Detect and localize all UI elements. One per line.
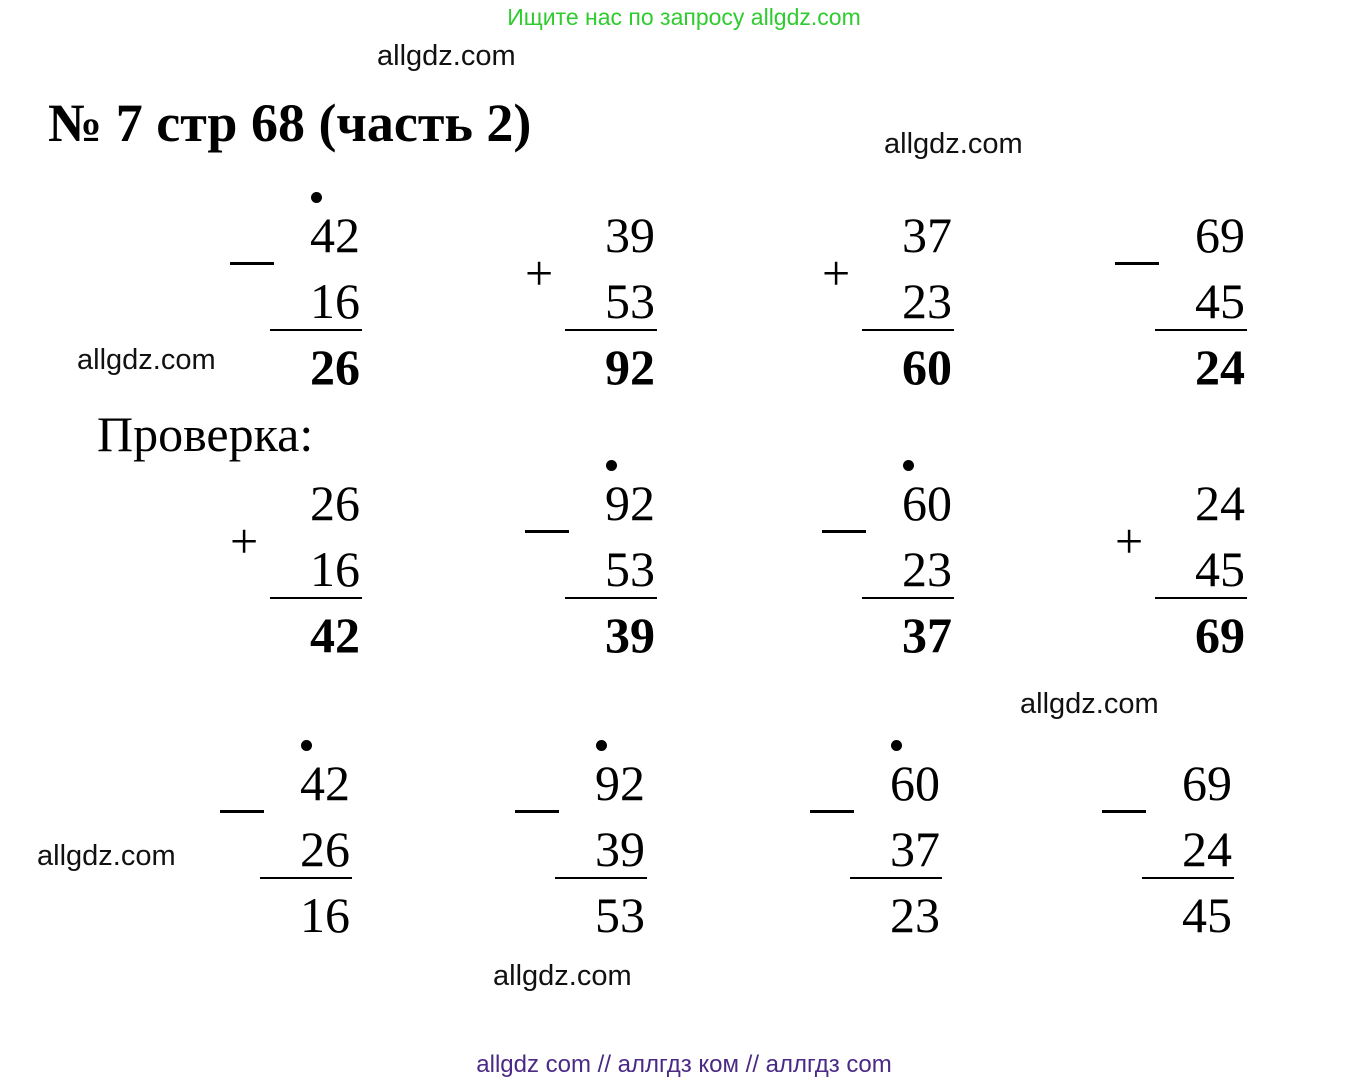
column-operation — [220, 746, 350, 946]
operand-a: 92 — [595, 755, 645, 811]
result: 26 — [310, 339, 360, 395]
plus-sign: + — [525, 245, 554, 301]
minus-sign — [220, 810, 264, 813]
operand-b: 26 — [300, 821, 350, 877]
column-operation — [525, 198, 655, 398]
operand-a: 42 — [310, 207, 360, 263]
sum-line — [1155, 597, 1247, 599]
operand-a: 60 — [890, 755, 940, 811]
column-operation — [822, 198, 952, 398]
operand-b: 23 — [902, 541, 952, 597]
top-banner: Ищите нас по запросу allgdz.com — [507, 4, 861, 30]
result: 16 — [300, 887, 350, 943]
sum-line — [565, 597, 657, 599]
watermark-text: allgdz.com — [493, 960, 632, 992]
result: 92 — [605, 339, 655, 395]
watermark-text: allgdz.com — [884, 128, 1023, 160]
operand-b: 45 — [1195, 541, 1245, 597]
operand-b: 24 — [1182, 821, 1232, 877]
result: 53 — [595, 887, 645, 943]
plus-sign: + — [1115, 513, 1144, 569]
watermark-text: allgdz.com — [37, 840, 176, 872]
sum-line — [270, 597, 362, 599]
column-operation — [515, 746, 645, 946]
sum-line — [260, 877, 352, 879]
result: 69 — [1195, 607, 1245, 663]
operand-b: 16 — [310, 273, 360, 329]
column-operation — [230, 198, 360, 398]
page-title: № 7 стр 68 (часть 2) — [48, 93, 532, 153]
operand-b: 53 — [605, 541, 655, 597]
result: 23 — [890, 887, 940, 943]
minus-sign — [1115, 262, 1159, 265]
check-label: Проверка: — [97, 406, 314, 462]
sum-line — [555, 877, 647, 879]
minus-sign — [515, 810, 559, 813]
operand-b: 53 — [605, 273, 655, 329]
sum-line — [1142, 877, 1234, 879]
minus-sign — [230, 262, 274, 265]
operand-b: 23 — [902, 273, 952, 329]
watermark-text: allgdz.com — [1020, 688, 1159, 720]
column-operation — [810, 746, 940, 946]
plus-sign: + — [822, 245, 851, 301]
sum-line — [1155, 329, 1247, 331]
sum-line — [850, 877, 942, 879]
operand-a: 69 — [1195, 207, 1245, 263]
column-operation — [230, 466, 360, 666]
plus-sign: + — [230, 513, 259, 569]
column-operation — [1115, 198, 1245, 398]
operand-b: 39 — [595, 821, 645, 877]
operand-b: 45 — [1195, 273, 1245, 329]
column-operation — [822, 466, 952, 666]
result: 24 — [1195, 339, 1245, 395]
operand-a: 69 — [1182, 755, 1232, 811]
result: 42 — [310, 607, 360, 663]
operand-a: 42 — [300, 755, 350, 811]
watermark-text: allgdz.com — [77, 344, 216, 376]
sum-line — [565, 329, 657, 331]
borrow-dot — [301, 740, 312, 751]
result: 45 — [1182, 887, 1232, 943]
operand-b: 37 — [890, 821, 940, 877]
operand-a: 60 — [902, 475, 952, 531]
borrow-dot — [891, 740, 902, 751]
column-operation — [525, 466, 655, 666]
footer-links: allgdz com // аллгдз ком // аллгдз com — [476, 1051, 892, 1078]
minus-sign — [1102, 810, 1146, 813]
result: 39 — [605, 607, 655, 663]
minus-sign — [810, 810, 854, 813]
column-operation — [1115, 466, 1245, 666]
borrow-dot — [596, 740, 607, 751]
sum-line — [862, 597, 954, 599]
operand-a: 39 — [605, 207, 655, 263]
sum-line — [270, 329, 362, 331]
borrow-dot — [311, 192, 322, 203]
operand-b: 16 — [310, 541, 360, 597]
sum-line — [862, 329, 954, 331]
watermark-text: allgdz.com — [377, 40, 516, 72]
minus-sign — [822, 530, 866, 533]
minus-sign — [525, 530, 569, 533]
result: 37 — [902, 607, 952, 663]
operand-a: 26 — [310, 475, 360, 531]
operand-a: 92 — [605, 475, 655, 531]
result: 60 — [902, 339, 952, 395]
column-operation — [1102, 746, 1232, 946]
operand-a: 37 — [902, 207, 952, 263]
borrow-dot — [903, 460, 914, 471]
borrow-dot — [606, 460, 617, 471]
operand-a: 24 — [1195, 475, 1245, 531]
